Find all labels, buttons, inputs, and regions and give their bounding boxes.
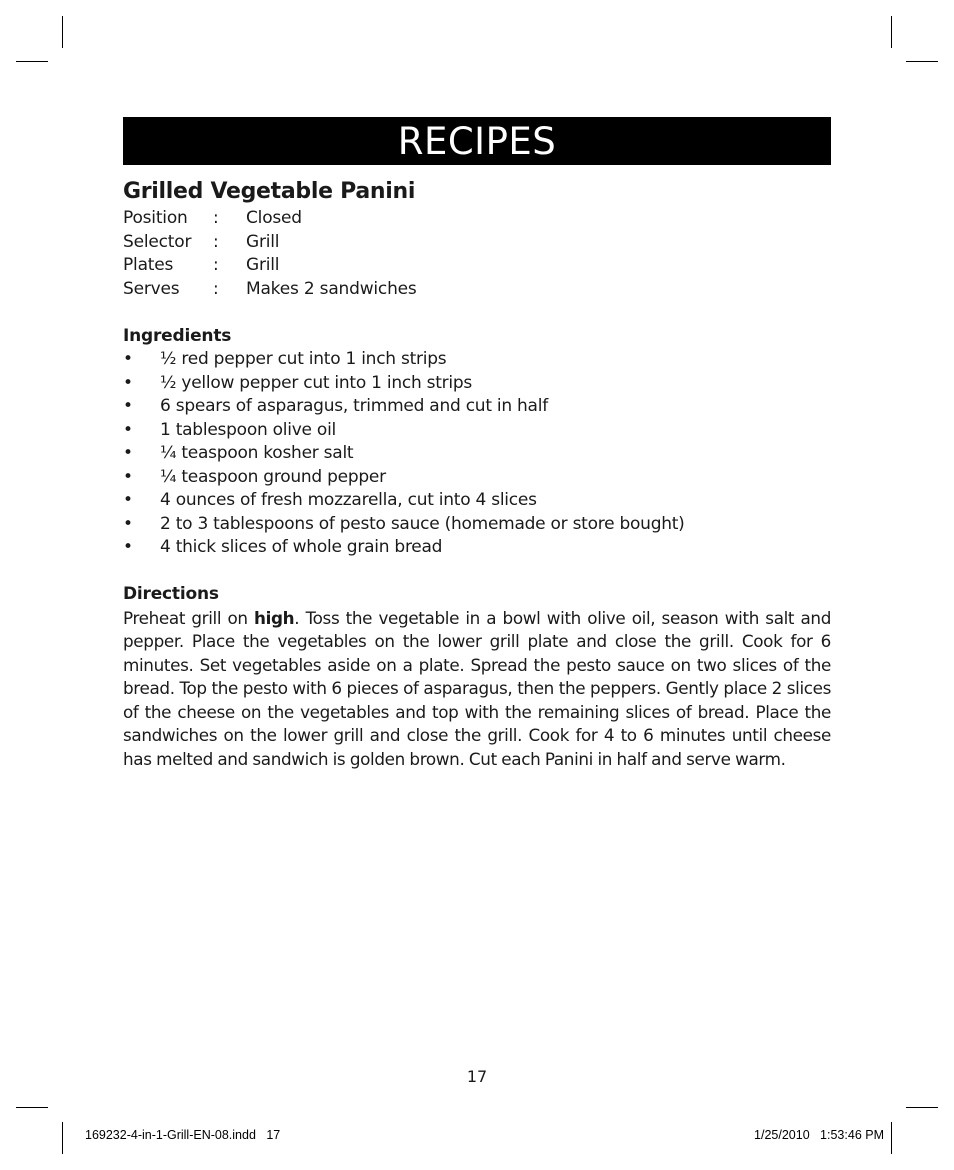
page-number: 17	[466, 1067, 488, 1086]
bullet-icon: •	[123, 466, 133, 487]
directions-paragraph	[123, 607, 831, 772]
crop-mark-bottom-left-vertical	[62, 1122, 63, 1154]
ingredient-text: 4 thick slices of whole grain bread	[160, 537, 443, 557]
recipes-banner	[123, 117, 831, 165]
ingredient-item	[123, 372, 831, 396]
print-slug-timestamp: 1/25/2010 1:53:46 PM	[754, 1128, 884, 1142]
crop-mark-top-left-horizontal	[16, 61, 48, 62]
ingredient-item	[123, 536, 831, 560]
directions-text-start: Preheat grill on	[123, 607, 255, 628]
bullet-icon: •	[123, 443, 133, 463]
spec-separator: :	[213, 278, 219, 299]
spec-label-plates: Plates	[123, 255, 174, 275]
print-slug-filename: 169232-4-in-1-Grill-EN-08.indd 17	[85, 1128, 281, 1142]
spec-label-position: Position	[123, 208, 188, 228]
crop-mark-top-right-vertical	[891, 16, 892, 48]
ingredient-text: 6 spears of asparagus, trimmed and cut in half	[160, 396, 548, 416]
ingredient-text: ½ red pepper cut into 1 inch strips	[160, 349, 447, 369]
directions-emphasis: high	[254, 607, 295, 628]
directions-text-rest: . Toss the vegetable in a bowl with olive oil, season with salt and pepper. Place the vegetables on the lower grill plate and close the grill. Cook for 6 minutes. Set vegetables aside on a plate. Spread the pesto sauce on two slices of the bread. Top the pesto with 6 pieces of asparagus, then the peppers. Gently place 2 slices of the cheese on the vegetables and top with the remaining slices of bread. Place the sandwiches on the lower grill and close the grill. Cook for 4 to 6 minutes until cheese has melted and sandwich is golden brown. Cut each Panini in half and serve warm.	[123, 607, 832, 769]
recipe-content	[123, 177, 831, 771]
crop-mark-bottom-right-horizontal	[906, 1107, 938, 1108]
ingredient-item	[123, 395, 831, 419]
banner-title: RECIPES	[397, 120, 557, 163]
recipe-specs	[123, 207, 831, 301]
ingredient-text: ½ yellow pepper cut into 1 inch strips	[160, 372, 473, 393]
recipe-title: Grilled Vegetable Panini	[123, 179, 416, 204]
bullet-icon: •	[123, 349, 133, 369]
ingredient-item	[123, 348, 831, 372]
bullet-icon: •	[123, 396, 133, 416]
ingredients-list	[123, 348, 831, 560]
ingredient-text: ¼ teaspoon ground pepper	[160, 466, 386, 487]
spec-separator: :	[213, 255, 219, 275]
ingredient-item	[123, 513, 831, 537]
ingredient-item	[123, 466, 831, 490]
spec-value-position: Closed	[246, 208, 302, 228]
spec-label-serves: Serves	[123, 278, 180, 299]
crop-mark-top-left-vertical	[62, 16, 63, 48]
bullet-icon: •	[123, 537, 133, 557]
directions-heading: Directions	[123, 584, 219, 604]
ingredient-text: 4 ounces of fresh mozzarella, cut into 4 slices	[160, 490, 537, 510]
ingredient-text: ¼ teaspoon kosher salt	[160, 443, 354, 463]
crop-mark-top-right-horizontal	[906, 61, 938, 62]
spec-value-selector: Grill	[246, 231, 280, 252]
spec-value-serves: Makes 2 sandwiches	[246, 278, 417, 299]
spec-label-selector: Selector	[123, 231, 192, 252]
bullet-icon: •	[123, 490, 133, 510]
crop-mark-bottom-left-horizontal	[16, 1107, 48, 1108]
spec-value-plates: Grill	[246, 255, 280, 275]
ingredient-text: 1 tablespoon olive oil	[160, 419, 337, 440]
ingredient-item	[123, 489, 831, 513]
ingredient-item	[123, 419, 831, 443]
spec-separator: :	[213, 208, 219, 228]
bullet-icon: •	[123, 513, 133, 534]
spec-separator: :	[213, 231, 219, 252]
ingredients-heading: Ingredients	[123, 325, 232, 346]
ingredient-item	[123, 442, 831, 466]
bullet-icon: •	[123, 419, 133, 440]
ingredient-text: 2 to 3 tablespoons of pesto sauce (homemade or store bought)	[160, 513, 685, 534]
crop-mark-bottom-right-vertical	[891, 1122, 892, 1154]
bullet-icon: •	[123, 372, 133, 393]
